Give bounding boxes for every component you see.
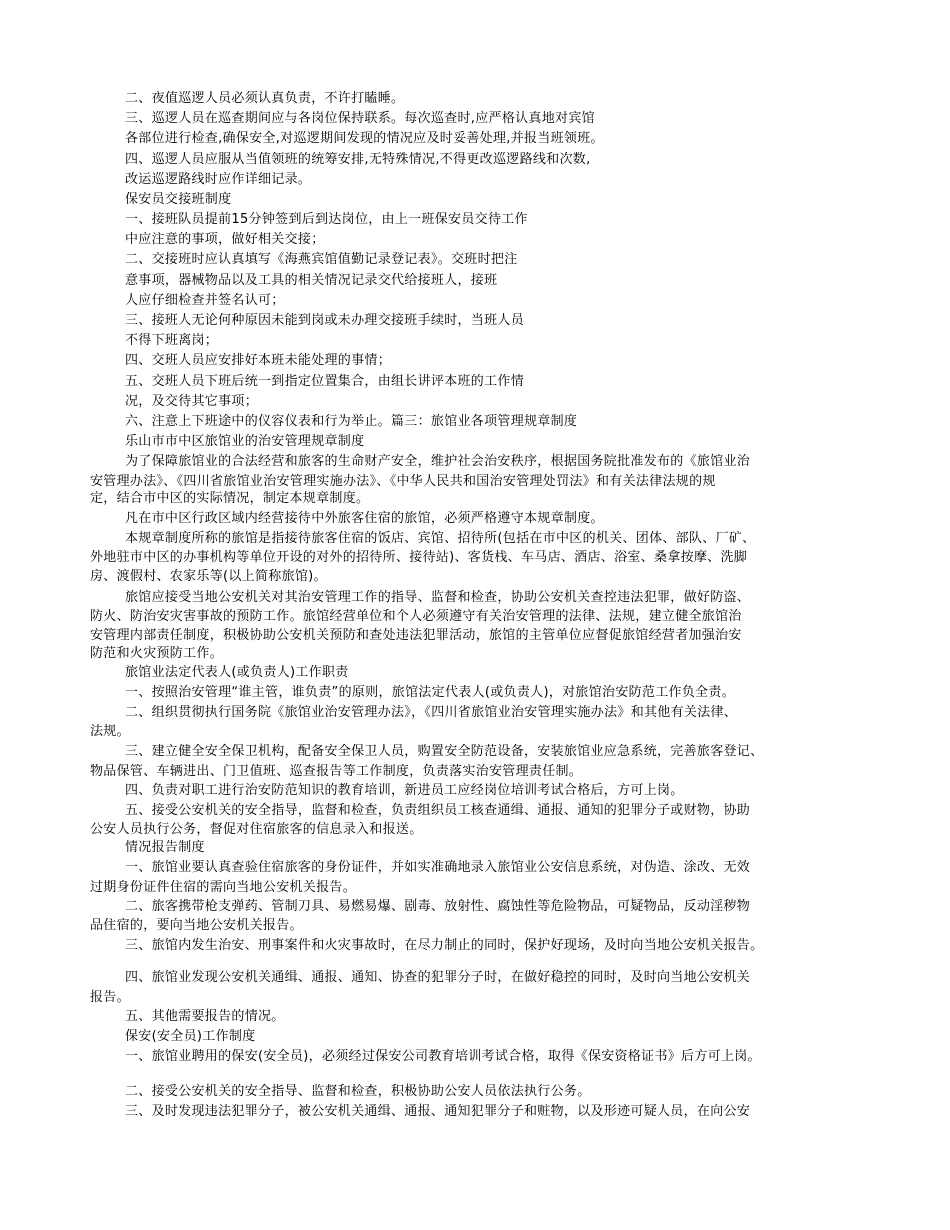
text-line: 六、注意上下班途中的仪容仪表和行为举止。篇三：旅馆业各项管理规章制度 [125,414,578,429]
paragraph-line: 物品保管、车辆进出、门卫值班、巡查报告等工作制度，负责落实治安管理责任制。 [90,764,583,779]
text-line: 不得下班离岗； [125,333,219,348]
paragraph-line: 安管理办法》、《四川省旅馆业治安管理实施办法》、《中华人民共和国治安管理处罚法》和有关法律法规的规 [90,474,716,489]
section-heading: 保安员交接班制度 [125,192,232,207]
text-line: 二、交接班时应认真填写《海燕宾馆值勤记录登记表》。交班时把注 [125,252,518,267]
paragraph-line: 三、及时发现违法犯罪分子，被公安机关通缉、通报、通知犯罪分子和赃物，以及形迹可疑人员，在向公安 [125,1104,751,1119]
text-line: 二、夜值巡逻人员必须认真负责，不许打瞌睡。 [125,91,405,106]
paragraph-line: 防范和火灾预防工作。 [90,646,224,661]
section-heading: 旅馆业法定代表人(或负责人)工作职责 [125,665,349,680]
paragraph-line: 为了保障旅馆业的合法经营和旅客的生命财产安全，维护社会治安秩序，根据国务院批准发布的《旅馆业治 [125,454,751,469]
text-line: 各部位进行检查,确保安全,对巡逻期间发现的情况应及时妥善处理,并报当班领班。 [125,131,604,146]
paragraph-line: 公安人员执行公务，督促对住宿旅客的信息录入和报送。 [90,822,423,837]
text-line: 一、接班队员提前15分钟签到后到达岗位，由上一班保安员交待工作 [125,212,528,227]
paragraph-line: 四、负责对职工进行治安防范知识的教育培训，新进员工应经岗位培训考试合格后，方可上岗。 [125,783,684,798]
paragraph-line: 一、旅馆业聘用的保安(安全员)，必须经过保安公司教育培训考试合格，取得《保安资格证书》后方可上岗。 [125,1049,761,1064]
paragraph-line: 二、接受公安机关的安全指导、监督和检查，积极协助公安人员依法执行公务。 [125,1084,591,1099]
paragraph-line: 一、旅馆业要认真查验住宿旅客的身份证件，并如实准确地录入旅馆业公安信息系统，对伪造、涂改、无效 [125,860,751,875]
paragraph-line: 一、按照治安管理“谁主管，谁负责”的原则，旅馆法定代表人(或负责人)，对旅馆治安防范工作负全责。 [125,685,736,700]
text-line: 改运巡逻路线时应作详细记录。 [125,172,312,187]
paragraph-line: 品住宿的，要向当地公安机关报告。 [90,918,303,933]
document-title: 乐山市市中区旅馆业的治安管理规章制度 [125,434,365,449]
text-line: 况，及交待其它事项； [125,394,259,409]
paragraph-line: 定，结合市中区的实际情况，制定本规章制度。 [90,491,370,506]
paragraph-line: 报告。 [90,990,130,1005]
paragraph-line: 三、旅馆内发生治安、刑事案件和火灾事故时，在尽力制止的同时，保护好现场，及时向当地公安机关报告。 [125,938,764,953]
text-line: 意事项，器械物品以及工具的相关情况记录交代给接班人，接班 [125,273,498,288]
paragraph-line: 五、接受公安机关的安全指导，监督和检查，负责组织员工核查通缉、通报、通知的犯罪分子或财物，协助 [125,803,751,818]
text-line: 三、巡逻人员在巡查期间应与各岗位保持联系。每次巡查时,应严格认真地对宾馆 [125,111,595,126]
paragraph-line: 四、旅馆业发现公安机关通缉、通报、通知、协查的犯罪分子时，在做好稳控的同时，及时向当地公安机关 [125,970,751,985]
text-line: 人应仔细检查并签名认可； [125,293,285,308]
paragraph-line: 房、渡假村、农家乐等(以上简称旅馆)。 [90,569,327,584]
paragraph-line: 凡在市中区行政区域内经营接待中外旅客住宿的旅馆，必须严格遵守本规章制度。 [125,511,604,526]
paragraph-line: 旅馆应接受当地公安机关对其治安管理工作的指导、监督和检查，协助公安机关查控违法犯罪，做好防盗、 [125,590,751,605]
paragraph-line: 本规章制度所称的旅馆是指接待旅客住宿的饭店、宾馆、招待所(包括在市中区的机关、团体、部队、厂矿、 [125,531,756,546]
section-heading: 情况报告制度 [125,840,205,855]
section-heading: 保安(安全员)工作制度 [125,1029,256,1044]
text-line: 中应注意的事项，做好相关交接； [125,232,325,247]
text-line: 三、接班人无论何种原因未能到岗或未办理交接班手续时，当班人员 [125,313,525,328]
paragraph-line: 外地驻市中区的办事机构等单位开设的对外的招待所、接待站)、客货栈、车马店、酒店、浴室、桑拿按摩、洗脚 [90,550,748,565]
text-line: 四、交班人员应安排好本班未能处理的事情； [125,353,392,368]
paragraph-line: 过期身份证件住宿的需向当地公安机关报告。 [90,880,357,895]
paragraph-line: 安管理内部责任制度，积极协助公安机关预防和查处违法犯罪活动，旅馆的主管单位应督促旅馆经营者加强治安 [90,628,742,643]
paragraph-line: 防火、防治安灾害事故的预防工作。旅馆经营单位和个人必须遵守有关治安管理的法律、法规，建立健全旅馆治 [90,609,742,624]
paragraph-line: 二、组织贯彻执行国务院《旅馆业治安管理办法》，《四川省旅馆业治安管理实施办法》和其他有关法律、 [125,705,738,720]
paragraph-line: 五、其他需要报告的情况。 [125,1009,285,1024]
text-line: 四、巡逻人员应服从当值领班的统筹安排,无特殊情况,不得更改巡逻路线和次数, [125,152,591,167]
paragraph-line: 三、建立健全安全保卫机构，配备安全保卫人员，购置安全防范设备，安装旅馆业应急系统，完善旅客登记、 [125,744,764,759]
paragraph-line: 法规。 [90,724,130,739]
text-line: 五、交班人员下班后统一到指定位置集合，由组长讲评本班的工作情 [125,374,525,389]
paragraph-line: 二、旅客携带枪支弹药、管制刀具、易燃易爆、剧毒、放射性、腐蚀性等危险物品，可疑物品，反动淫秽物 [125,899,751,914]
